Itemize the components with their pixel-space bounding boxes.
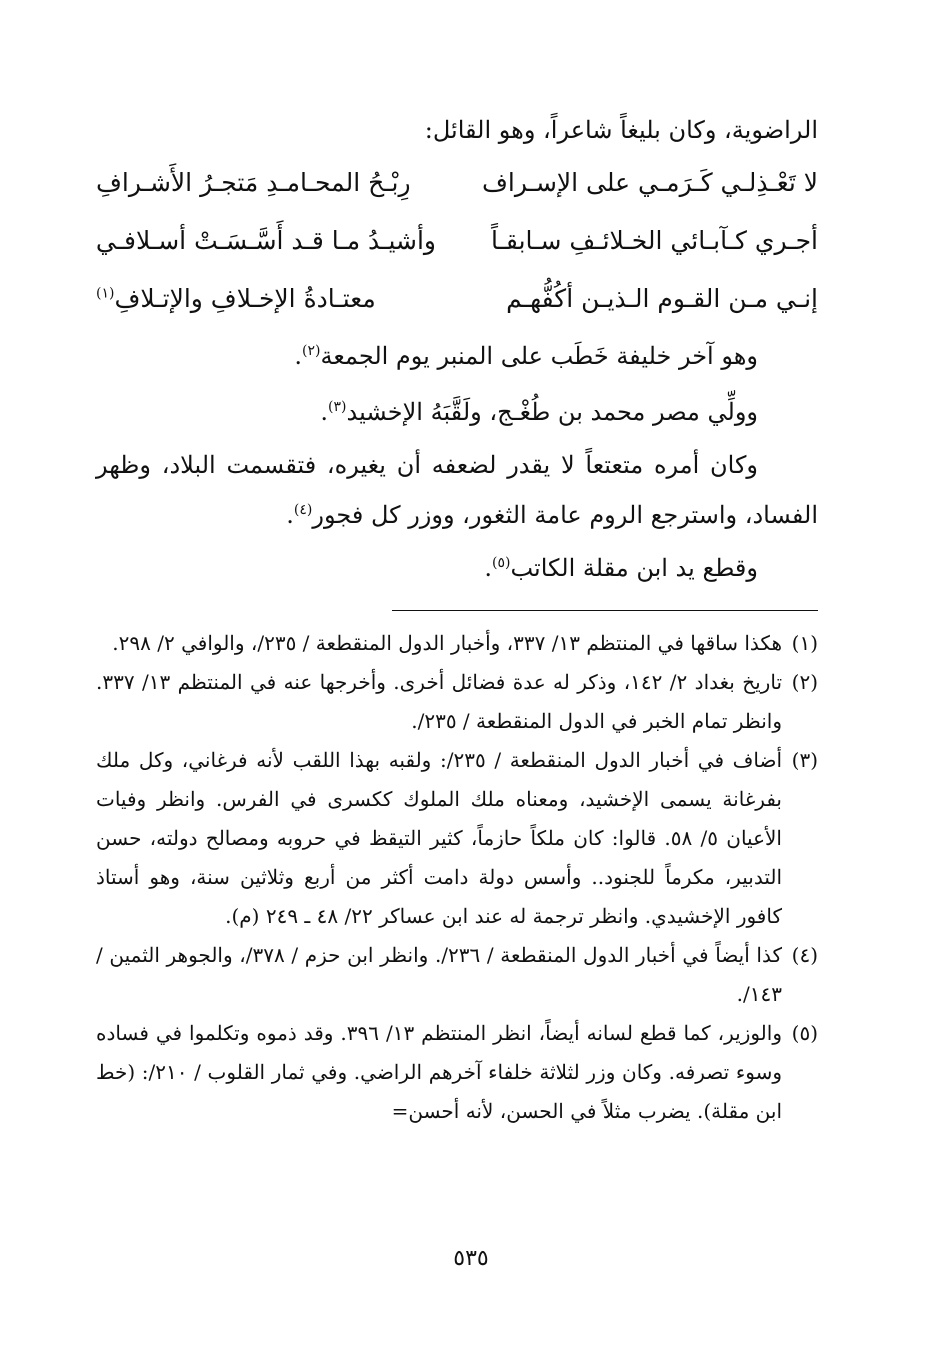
poem <box>96 154 818 328</box>
footnote-divider <box>392 610 818 611</box>
paragraph <box>96 384 818 440</box>
main-text <box>96 108 818 596</box>
footnote-number: (٣) <box>791 748 818 772</box>
page-number: ٥٣٥ <box>453 1246 489 1271</box>
paragraph-end: . <box>286 501 294 529</box>
footnote <box>96 624 818 663</box>
paragraph <box>96 328 818 384</box>
footnote <box>96 1014 818 1131</box>
footnote-text: كذا أيضاً في أخبار الدول المنقطعة / ٢٣٦/. وانظر ابن حزم / ٣٧٨/، والجوهر الثمين / ١٤٣/. <box>96 943 782 1006</box>
verse-second-text: معتـادةُ الإخـلافِ والإتـلافِ <box>114 284 376 313</box>
footnotes <box>96 624 818 1131</box>
footnote-ref: (١) <box>96 285 115 302</box>
footnote-number: (٤) <box>791 943 818 967</box>
footnote-text: أضاف في أخبار الدول المنقطعة / ٢٣٥/: ولقبه بهذا اللقب لأنه فرغاني، وكل ملك بفرغانة يسمى الإخشيد، ومعناه ملك الملوك ككسرى في الفرس. وانظر وفيات الأعيان ٥/ ٥٨. قالوا: كان ملكاً حازماً، كثير التيقظ في حروبه ومصالح دولته، حسن التدبير، مكرماً للجنود.. وأسس دولة دامت أكثر من أربع وثلاثين سنة، وهو أستاذ كافور الإخشيدي. وانظر ترجمة له عند ابن عساكر ٢٢/ ٤٨ ـ ٢٤٩ (م). <box>96 748 782 928</box>
footnote <box>96 936 818 1014</box>
paragraph <box>96 440 818 540</box>
footnote-text: هكذا ساقها في المنتظم ١٣/ ٣٣٧، وأخبار الدول المنقطعة / ٢٣٥/، والوافي ٢/ ٢٩٨. <box>112 631 782 655</box>
paragraph-text: وولِّي مصر محمد بن طُغْـج، ولَقَّبَهُ الإخشيد <box>346 398 758 426</box>
verse-first-hemistich: لا تَعْـذِلـي كَـرَمـي على الإسـراف <box>481 168 818 197</box>
paragraph-end: . <box>320 398 329 426</box>
verse-second-text: وأشيـدُ مـا قـد أَسَّـسَـتْ أسـلافـي <box>96 226 436 255</box>
footnote-text: تاريخ بغداد ٢/ ١٤٢، وذكر له عدة فضائل أخرى. وأخرجها عنه في المنتظم ١٣/ ٣٣٧. وانظر تمام الخبر في الدول المنقطعة / ٢٣٥/. <box>96 670 783 733</box>
footnote <box>96 741 818 936</box>
verse-line <box>96 270 818 328</box>
footnote-number: (٢) <box>791 670 818 694</box>
verse-second-hemistich <box>96 154 436 212</box>
paragraph-text: وكان أمره متعتعاً لا يقدر لضعفه أن يغيره، فتقسمت البلاد، وظهر الفساد، واسترجع الروم عامة الثغور، ووزر كل فجور <box>96 451 818 529</box>
footnote <box>96 663 818 741</box>
paragraph-text: وهو آخر خليفة خَطَب على المنبر يوم الجمعة <box>320 342 758 370</box>
verse-first-hemistich: إنـي مـن القـوم الـذيـن أكُفُّهـم <box>506 284 818 313</box>
paragraph <box>96 540 818 596</box>
footnote-number: (١) <box>791 631 818 655</box>
paragraph-end: . <box>294 342 303 370</box>
verse-second-text: رِبْـحُ المحـامـدِ مَتجـرُ الأَشـرافِ <box>96 168 411 197</box>
footnote-ref: (٥) <box>491 555 511 571</box>
verse-line <box>96 212 818 270</box>
footnote-number: (٥) <box>791 1021 818 1045</box>
footnote-text: والوزير، كما قطع لسانه أيضاً، انظر المنتظم ١٣/ ٣٩٦. وقد ذموه وتكلموا في فساده وسوء تصرفه. وكان وزر لثلاثة خلفاء آخرهم الراضي. وفي ثمار القلوب / ٢١٠/: (خط ابن مقلة). يضرب مثلاً في الحسن، لأنه أحسن= <box>96 1021 782 1123</box>
intro-line: الراضوية، وكان بليغاً شاعراً، وهو القائل: <box>424 116 818 144</box>
paragraph-end: . <box>484 554 492 582</box>
verse-second-hemistich <box>96 270 436 328</box>
verse-first-hemistich: أجـري كـآبـائي الخـلائـفِ سـابقـاً <box>490 226 818 255</box>
verse-line <box>96 154 818 212</box>
footnote-ref: (٣) <box>328 399 347 415</box>
footnote-ref: (٢) <box>302 343 321 359</box>
paragraph-text: وقطع يد ابن مقلة الكاتب <box>510 554 758 582</box>
footnote-ref: (٤) <box>293 502 313 518</box>
verse-second-hemistich <box>96 212 436 270</box>
